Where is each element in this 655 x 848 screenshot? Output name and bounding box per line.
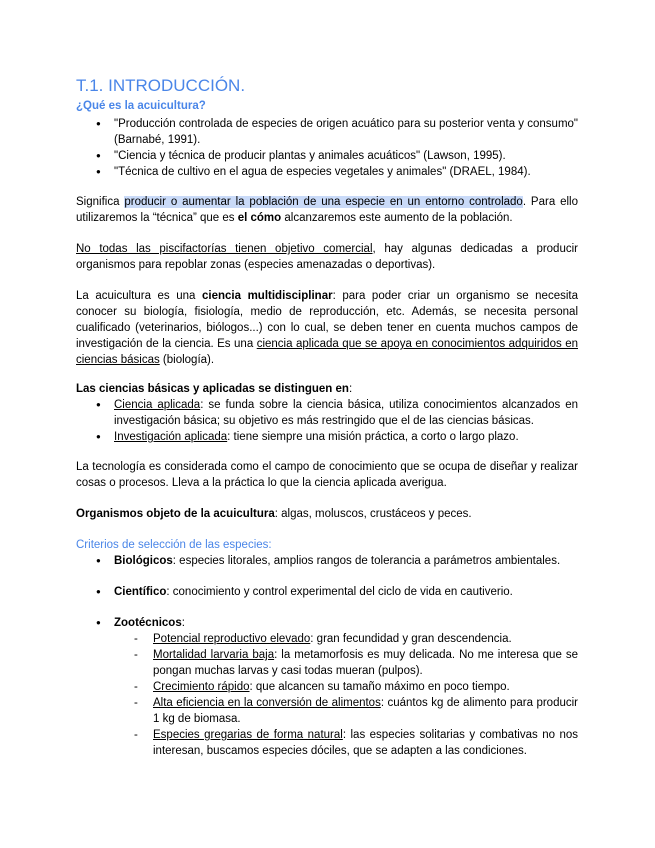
list-item: - Crecimiento rápido: que alcancen su tamaño máximo en poco tiempo. bbox=[76, 679, 578, 695]
list-item: ● "Producción controlada de especies de origen acuático para su posterior venta y consumo" (Barnabé, 1991). bbox=[76, 116, 578, 148]
ciencias-list bbox=[76, 397, 578, 445]
page-title: T.1. INTRODUCCIÓN. bbox=[76, 76, 246, 95]
criterios-list-cientifico bbox=[76, 584, 578, 600]
paragraph-piscifactorias: No todas las piscifactorías tienen objetivo comercial, hay algunas dedicadas a producir organismos para repoblar zonas (especies amenazadas o deportivas). bbox=[76, 243, 578, 271]
criterios-list-zootecnicos bbox=[76, 615, 578, 631]
paragraph-multidisciplinar: La acuicultura es una ciencia multidisciplinar: para poder criar un organismo se necesita conocer su biología, fisiología, medio de reproducción, etc. Además, se necesita personal cualificado (veterinarios, biólogos...) con lo cual, se deben tener en cuenta muchos campos de investigación de la ciencia. Es una ciencia aplicada que se apoya en conocimientos adquiridos en ciencias básicas (biología). bbox=[76, 290, 578, 366]
section-question: ¿Qué es la acuicultura? bbox=[76, 100, 206, 112]
list-item: - Mortalidad larvaria baja: la metamorfosis es muy delicada. No me interesa que se pongan muchas larvas y casi todas mueran (pulpos). bbox=[76, 647, 578, 679]
list-item: - Especies gregarias de forma natural: las especies solitarias y combativas no nos interesan, buscamos especies dóciles, que se adapten a las condiciones. bbox=[76, 727, 578, 759]
criterios-list bbox=[76, 553, 578, 569]
list-item: - Potencial reproductivo elevado: gran fecundidad y gran descendencia. bbox=[76, 631, 578, 647]
list-item: - Alta eficiencia en la conversión de alimentos: cuántos kg de alimento para producir 1 kg de biomasa. bbox=[76, 695, 578, 727]
list-item: ● Biológicos: especies litorales, amplios rangos de tolerancia a parámetros ambientales. bbox=[76, 553, 578, 569]
paragraph-tecnologia: La tecnología es considerada como el campo de conocimiento que se ocupa de diseñar y realizar cosas o procesos. Lleva a la práctica lo que la ciencia aplicada averigua. bbox=[76, 461, 578, 489]
list-item: ● Investigación aplicada: tiene siempre una misión práctica, a corto o largo plazo. bbox=[76, 429, 578, 445]
ciencias-heading: Las ciencias básicas y aplicadas se distinguen en: bbox=[76, 383, 353, 395]
list-item: ● "Ciencia y técnica de producir plantas y animales acuáticos" (Lawson, 1995). bbox=[76, 148, 578, 164]
list-item: ● Científico: conocimiento y control experimental del ciclo de vida en cautiverio. bbox=[76, 584, 578, 600]
list-item: ● Zootécnicos: bbox=[76, 615, 578, 631]
zootecnicos-sublist bbox=[76, 631, 578, 759]
list-item: ● "Técnica de cultivo en el agua de especies vegetales y animales" (DRAEL, 1984). bbox=[76, 164, 578, 180]
list-item: ● Ciencia aplicada: se funda sobre la ciencia básica, utiliza conocimientos alcanzados en investigación básica; su objetivo es más restringido que el de las ciencias básicas. bbox=[76, 397, 578, 429]
criterios-heading: Criterios de selección de las especies: bbox=[76, 539, 272, 551]
highlight: producir o aumentar la población de una especie en un entorno controlado bbox=[124, 196, 523, 208]
paragraph-organismos: Organismos objeto de la acuicultura: algas, moluscos, crustáceos y peces. bbox=[76, 508, 472, 520]
paragraph-significa: Significa producir o aumentar la población de una especie en un entorno controlado. Para ello utilizaremos la “técnica” que es el cómo alcanzaremos este aumento de la población. bbox=[76, 196, 579, 224]
definitions-list bbox=[76, 116, 578, 180]
